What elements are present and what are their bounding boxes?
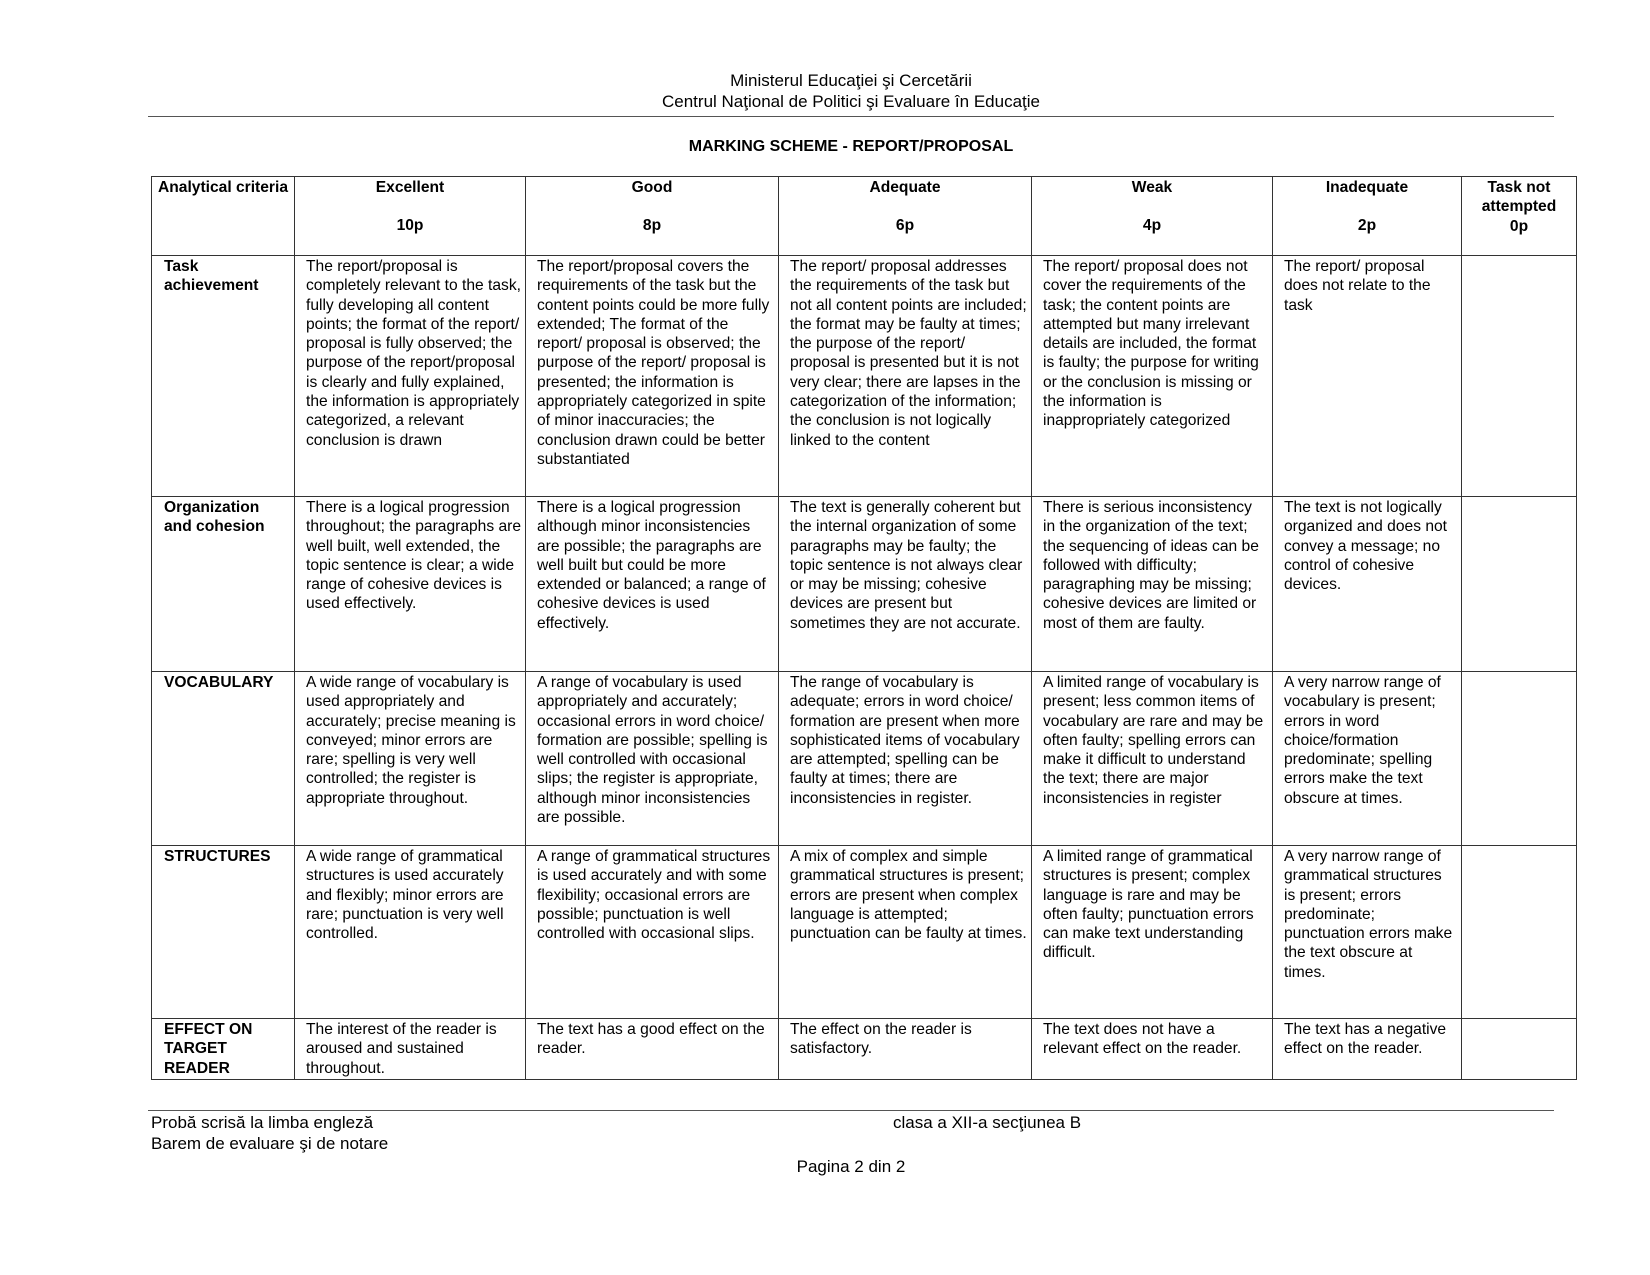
cell-good: There is a logical progression although minor inconsistencies are possible; the paragraphs are well built but could be more extended or balanced; a range of cohesive devices is used effectively. (526, 497, 779, 672)
points-weak: 4p (1142, 217, 1162, 235)
column-header-adequate: Adequate 6p (779, 177, 1032, 256)
cell-excellent: The report/proposal is completely relevant to the task, fully developing all content points; the format of the report/ proposal is fully observed; the purpose of the report/proposal is clearly and fully explained, the information is appropriately categorized, a relevant conclusion is drawn (295, 256, 526, 497)
cell-weak: The report/ proposal does not cover the requirements of the task; the content points are attempted but many irrelevant details are included, the format is faulty; the purpose for writing or the conclusion is missing or the information is inappropriately categorized (1032, 256, 1273, 497)
cell-good: The report/proposal covers the requirements of the task but the content points could be more fully extended; The format of the report/ proposal is observed; the purpose of the report/ proposal is presented; the information is appropriately categorized in spite of minor inaccuracies; the conclusion drawn could be better substantiated (526, 256, 779, 497)
cell-adequate: The report/ proposal addresses the requirements of the task but not all content points are included; the format may be faulty at times; the purpose of the report/ proposal is presented but it is not very clear; there are lapses in the categorization of the information; the conclusion is not logically linked to the content (779, 256, 1032, 497)
cell-excellent: A wide range of vocabulary is used appropriately and accurately; precise meaning is conveyed; minor errors are rare; spelling is very well controlled; the register is appropriate throughout. (295, 672, 526, 846)
column-header-excellent: Excellent 10p (295, 177, 526, 256)
footer-class-section: clasa a XII-a secţiunea B (893, 1113, 1082, 1132)
column-header-weak: Weak 4p (1032, 177, 1273, 256)
criterion-vocabulary: VOCABULARY (152, 672, 295, 846)
points-not-attempted: 0p (1509, 217, 1529, 235)
footer-left (151, 1112, 388, 1154)
cell-good: A range of grammatical structures is used accurately and with some flexibility; occasional errors are possible; punctuation is well controlled with occasional slips. (526, 846, 779, 1019)
table-row (152, 672, 1577, 846)
table-row (152, 1019, 1577, 1080)
cell-not-attempted (1462, 497, 1577, 672)
cell-inadequate: The text has a negative effect on the reader. (1273, 1019, 1462, 1080)
cell-inadequate: A very narrow range of grammatical structures is present; errors predominate; punctuation errors make the text obscure at times. (1273, 846, 1462, 1019)
cell-inadequate: The text is not logically organized and does not convey a message; no control of cohesive devices. (1273, 497, 1462, 672)
cell-weak: A limited range of grammatical structures is present; complex language is rare and may be often faulty; punctuation errors can make text understanding difficult. (1032, 846, 1273, 1019)
header-divider (148, 116, 1554, 117)
cell-excellent: A wide range of grammatical structures is used accurately and flexibly; minor errors are rare; punctuation is very well controlled. (295, 846, 526, 1019)
cell-not-attempted (1462, 256, 1577, 497)
cell-inadequate: The report/ proposal does not relate to the task (1273, 256, 1462, 497)
cell-not-attempted (1462, 1019, 1577, 1080)
criterion-organization-cohesion: Organization and cohesion (152, 497, 295, 672)
column-header-inadequate: Inadequate 2p (1273, 177, 1462, 256)
page-number: Pagina 2 din 2 (796, 1157, 906, 1176)
cell-adequate: The text is generally coherent but the internal organization of some paragraphs may be faulty; the topic sentence is not always clear or may be missing; cohesive devices are present but sometimes they are not accurate. (779, 497, 1032, 672)
footer-subject: Probă scrisă la limba engleză (151, 1113, 374, 1132)
criterion-task-achievement: Task achievement (152, 256, 295, 497)
cell-not-attempted (1462, 672, 1577, 846)
criterion-structures: STRUCTURES (152, 846, 295, 1019)
center-name: Centrul Naţional de Politici şi Evaluare în Educaţie (662, 92, 1040, 111)
cell-adequate: A mix of complex and simple grammatical structures is present; errors are present when complex language is attempted; punctuation can be faulty at times. (779, 846, 1032, 1019)
ministry-name: Ministerul Educaţiei şi Cercetării (730, 71, 972, 90)
marking-scheme-table (151, 176, 1577, 1080)
cell-weak: There is serious inconsistency in the organization of the text; the sequencing of ideas can be followed with difficulty; paragraphing may be missing; cohesive devices are limited or most of them are faulty. (1032, 497, 1273, 672)
table-row (152, 846, 1577, 1019)
table-row (152, 256, 1577, 497)
cell-adequate: The effect on the reader is satisfactory. (779, 1019, 1032, 1080)
column-header-good: Good 8p (526, 177, 779, 256)
points-excellent: 10p (396, 217, 424, 235)
cell-not-attempted (1462, 846, 1577, 1019)
footer-divider (148, 1110, 1554, 1111)
points-adequate: 6p (895, 217, 915, 235)
cell-good: The text has a good effect on the reader. (526, 1019, 779, 1080)
cell-adequate: The range of vocabulary is adequate; errors in word choice/ formation are present when more sophisticated items of vocabulary are attempted; spelling can be faulty at times; there are inconsistencies in register. (779, 672, 1032, 846)
points-inadequate: 2p (1357, 217, 1377, 235)
table-row (152, 497, 1577, 672)
cell-weak: The text does not have a relevant effect on the reader. (1032, 1019, 1273, 1080)
footer-doc-type: Barem de evaluare şi de notare (151, 1134, 389, 1153)
page-title: MARKING SCHEME - REPORT/PROPOSAL (688, 138, 1014, 155)
cell-excellent: There is a logical progression throughout; the paragraphs are well built, well extended, the topic sentence is clear; a wide range of cohesive devices is used effectively. (295, 497, 526, 672)
document-header (148, 70, 1554, 112)
table-header-row (152, 177, 1577, 256)
criterion-effect-on-reader: EFFECT ON TARGET READER (152, 1019, 295, 1080)
cell-inadequate: A very narrow range of vocabulary is present; errors in word choice/formation predominate; spelling errors make the text obscure at times. (1273, 672, 1462, 846)
cell-good: A range of vocabulary is used appropriately and accurately; occasional errors in word choice/ formation are possible; spelling is well controlled with occasional slips; the register is appropriate, although minor inconsistencies are possible. (526, 672, 779, 846)
cell-weak: A limited range of vocabulary is present; less common items of vocabulary are rare and may be often faulty; spelling errors can make it difficult to understand the text; there are major inconsistencies in register (1032, 672, 1273, 846)
points-good: 8p (642, 217, 662, 235)
column-header-criteria: Analytical criteria (152, 177, 295, 256)
cell-excellent: The interest of the reader is aroused and sustained throughout. (295, 1019, 526, 1080)
column-header-not-attempted: Task not attempted 0p (1462, 177, 1577, 256)
